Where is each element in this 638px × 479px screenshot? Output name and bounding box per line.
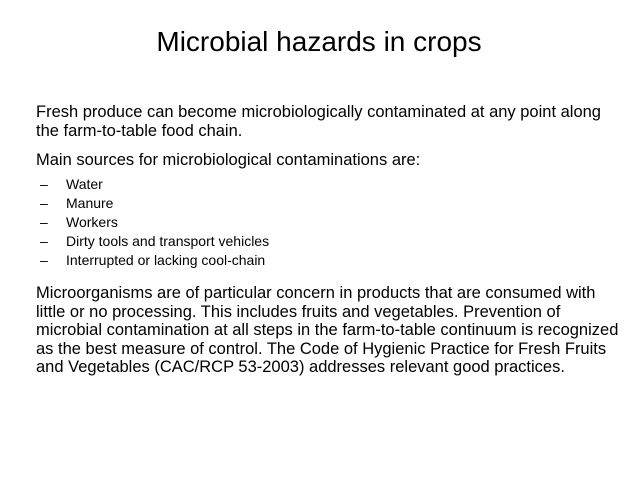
list-item [36, 232, 626, 251]
sources-heading: Main sources for microbiological contaminations are: [36, 151, 421, 169]
list-item-text: Water [66, 176, 103, 192]
intro-paragraph: Fresh produce can become microbiologically contaminated at any point along the farm-to-table food chain. [36, 103, 601, 140]
list-item-text: Dirty tools and transport vehicles [66, 233, 270, 249]
sources-list [36, 175, 626, 270]
bullet-dash: – [40, 214, 48, 230]
list-item [36, 194, 626, 213]
list-item-text: Workers [66, 214, 118, 230]
list-item [36, 213, 626, 232]
bullet-dash: – [40, 176, 48, 192]
slide-title: Microbial hazards in crops [156, 26, 482, 57]
list-item-text: Manure [66, 195, 114, 211]
concern-paragraph: Microorganisms are of particular concern in products that are consumed with little or no processing. This includes fruits and vegetables. Prevention of microbial contamination at all steps in the farm-to-table continuum is recognized as the best measure of control. The Code of Hygienic Practice for Fresh Fruits and Vegetables (CAC/RCP 53-2003) addresses relevant good practices. [36, 284, 619, 376]
slide-body [36, 103, 626, 377]
bullet-dash: – [40, 252, 48, 268]
list-item [36, 251, 626, 270]
list-item-text: Interrupted or lacking cool-chain [66, 252, 266, 268]
bullet-dash: – [40, 233, 48, 249]
bullet-dash: – [40, 195, 48, 211]
list-item [36, 175, 626, 194]
